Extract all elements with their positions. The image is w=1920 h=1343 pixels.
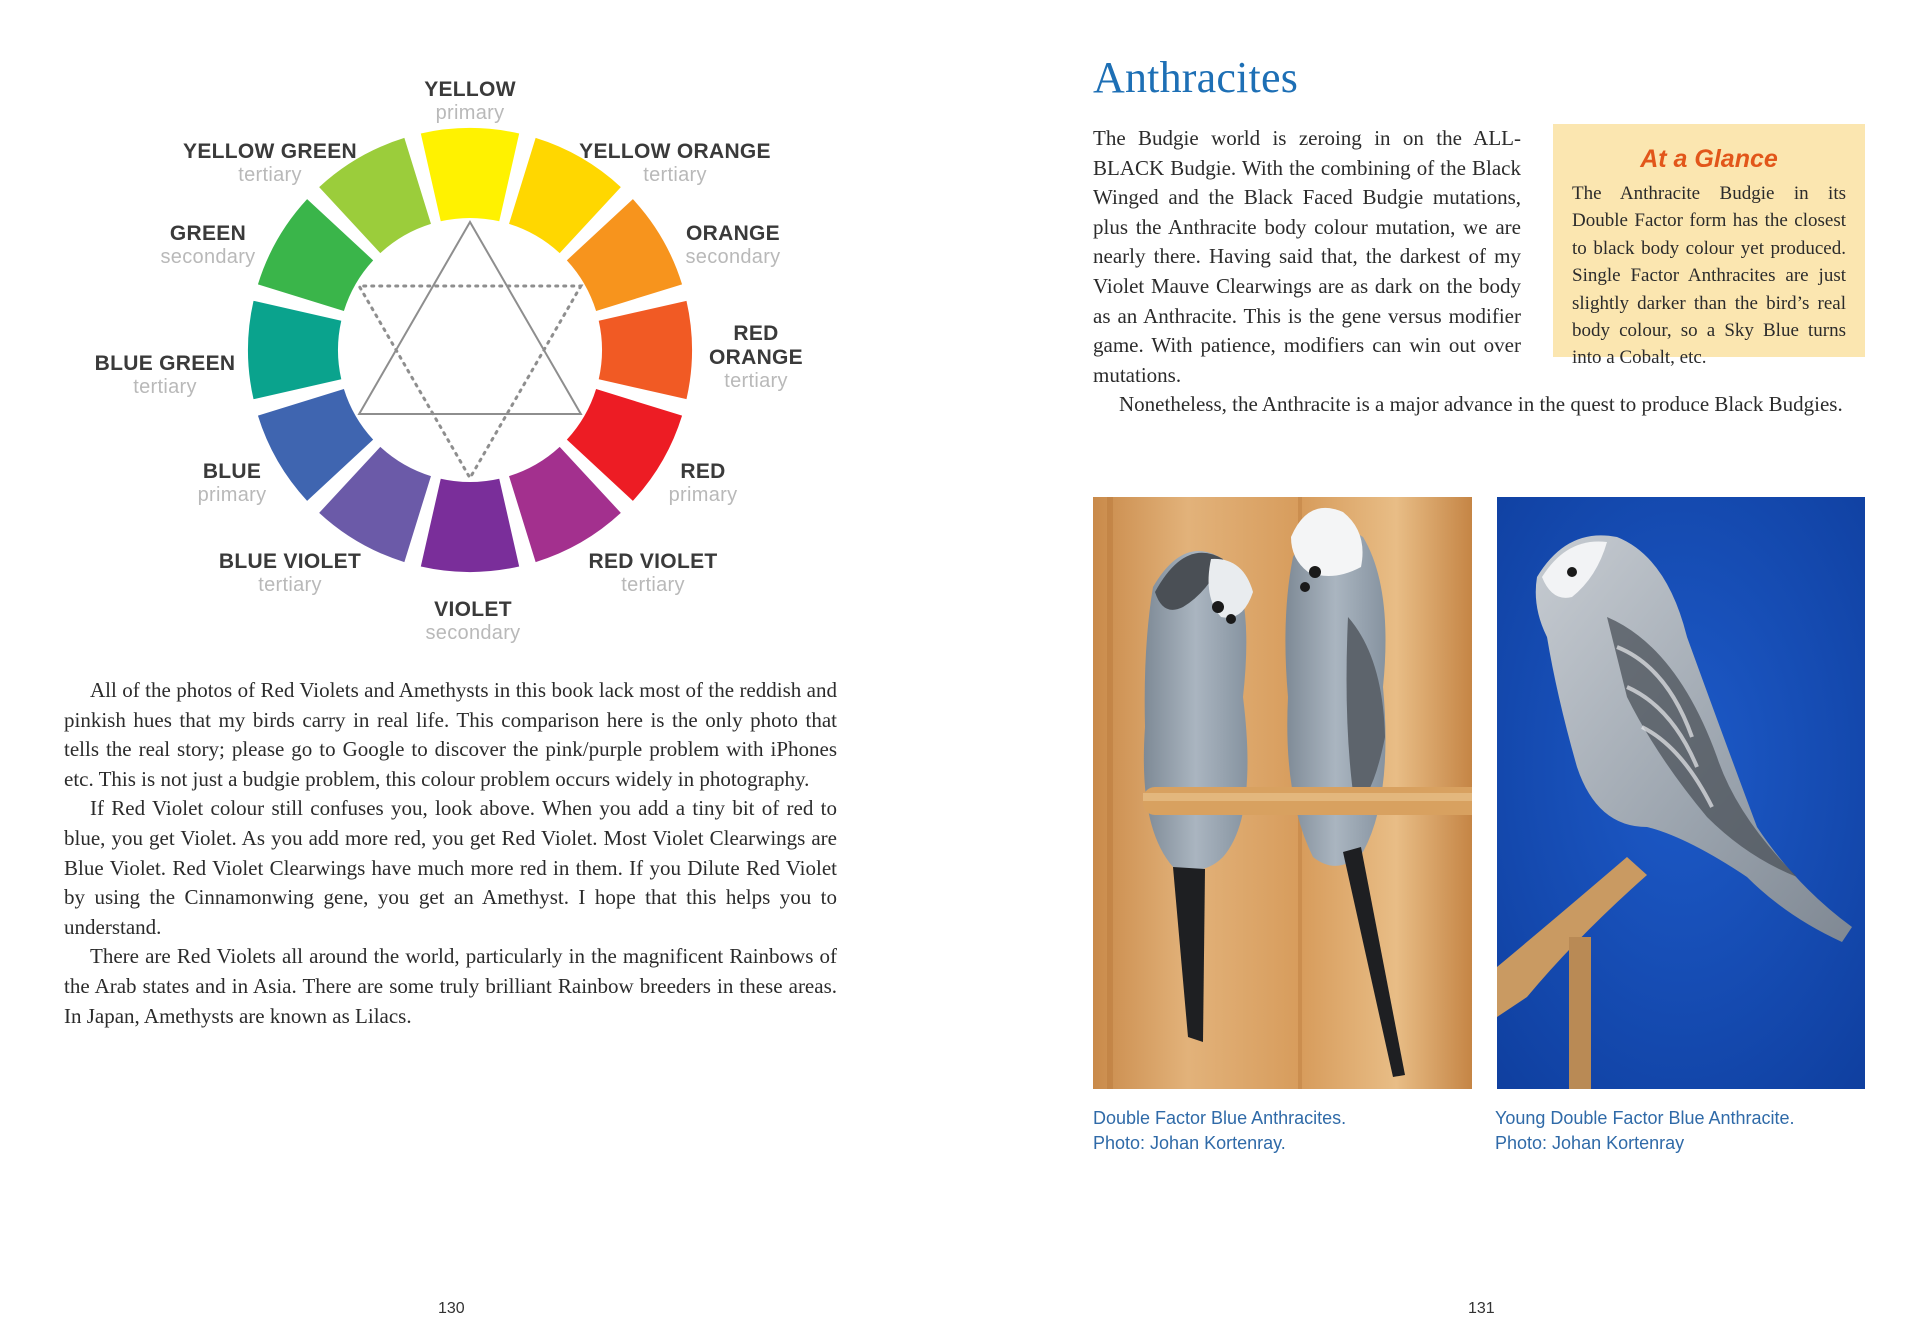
wheel-label-red-violet: RED VIOLET tertiary bbox=[588, 550, 718, 596]
wheel-label-orange: ORANGE secondary bbox=[685, 222, 781, 268]
right-page bbox=[960, 0, 1920, 1343]
secondary-triangle bbox=[359, 286, 581, 478]
paragraph: Nonetheless, the Anthracite is a major advance in the quest to produce Black Budgies. bbox=[1119, 392, 1843, 417]
caption-line: Double Factor Blue Anthracites. bbox=[1093, 1108, 1347, 1128]
budgies-photo-image bbox=[1093, 497, 1472, 1089]
caption-line: Young Double Factor Blue Anthracite. bbox=[1495, 1108, 1795, 1128]
paragraph: There are Red Violets all around the world, particularly in the magnificent Rainbows of the Arab states and in Asia. There are some truly brilliant Rainbow breeders in these areas. In Japan, Amethysts are known as Lilacs. bbox=[64, 944, 837, 1028]
photo-double-factor-anthracites bbox=[1093, 497, 1472, 1089]
at-a-glance-box bbox=[1553, 124, 1865, 369]
primary-triangle bbox=[359, 222, 581, 414]
wheel-segment-blue-green bbox=[248, 301, 341, 399]
caption-credit: Photo: Johan Kortenray. bbox=[1093, 1133, 1286, 1153]
photo-caption-2 bbox=[1495, 1106, 1795, 1156]
wheel-label-blue-violet: BLUE VIOLET tertiary bbox=[218, 550, 362, 596]
photo-caption-1 bbox=[1093, 1106, 1346, 1156]
wheel-label-violet: VIOLET secondary bbox=[425, 598, 521, 644]
caption-credit: Photo: Johan Kortenray bbox=[1495, 1133, 1685, 1153]
wheel-label-yellow: YELLOW primary bbox=[424, 78, 516, 124]
page-number-left: 130 bbox=[438, 1300, 465, 1317]
wheel-segment-yellow bbox=[421, 128, 519, 221]
paragraph: If Red Violet colour still confuses you, look above. When you add a tiny bit of red to blue, you get Violet. As you add more red, you get Red Violet. Most Violet Clearwings are Blue Violet. Red Violet Clearwings have much more red in them. If you Dilute Red Violet by using the Cinnamonwing gene, you get an Amethyst. I hope that this helps you to understand. bbox=[64, 796, 837, 939]
budgie-photo-image bbox=[1497, 497, 1865, 1089]
paragraph: The Budgie world is zeroing in on the ALL-BLACK Budgie. With the combining of the Black Winged and the Black Faced Budgie mutations, plus the Anthracite body colour mutation, we are nearly there. Having said that, the darkest of my Violet Mauve Clearwings are as dark on the body as an Anthracite. This is the gene versus modifier game. With patience, modifiers can win out over mutations. bbox=[1093, 126, 1521, 387]
right-body-text bbox=[1093, 124, 1865, 420]
page-number-right: 131 bbox=[1468, 1300, 1495, 1317]
wheel-label-red-orange: RED ORANGE tertiary bbox=[709, 322, 803, 392]
colour-wheel bbox=[80, 60, 820, 660]
wheel-label-blue: BLUE primary bbox=[197, 460, 267, 506]
wheel-label-green: GREEN secondary bbox=[160, 222, 256, 268]
at-a-glance-title: At a Glance bbox=[1640, 145, 1778, 173]
left-body-text bbox=[64, 676, 837, 1031]
photo-young-anthracite bbox=[1497, 497, 1865, 1089]
wheel-label-yellow-green: YELLOW GREEN tertiary bbox=[183, 140, 357, 186]
paragraph: All of the photos of Red Violets and Amethysts in this book lack most of the reddish and pinkish hues that my birds carry in real life. This comparison here is the only photo that tells the real story; please go to Google to discover the pink/purple problem with iPhones etc. This is not just a budgie problem, this colour problem occurs widely in photography. bbox=[64, 678, 837, 791]
at-a-glance-body: The Anthracite Budgie in its Double Factor form has the closest to black body colour yet produced. Single Factor Anthracites are just slightly darker than the bird’s real body colour, so a Sky Blue turns into a Cobalt, etc. bbox=[1572, 183, 1846, 369]
section-heading: Anthracites bbox=[1093, 53, 1299, 102]
wheel-label-red: RED primary bbox=[668, 460, 738, 506]
wheel-label-yellow-orange: YELLOW ORANGE tertiary bbox=[579, 140, 771, 186]
wheel-segment-red-orange bbox=[599, 301, 692, 399]
wheel-label-blue-green: BLUE GREEN tertiary bbox=[94, 352, 236, 398]
wheel-segment-violet bbox=[421, 479, 519, 572]
